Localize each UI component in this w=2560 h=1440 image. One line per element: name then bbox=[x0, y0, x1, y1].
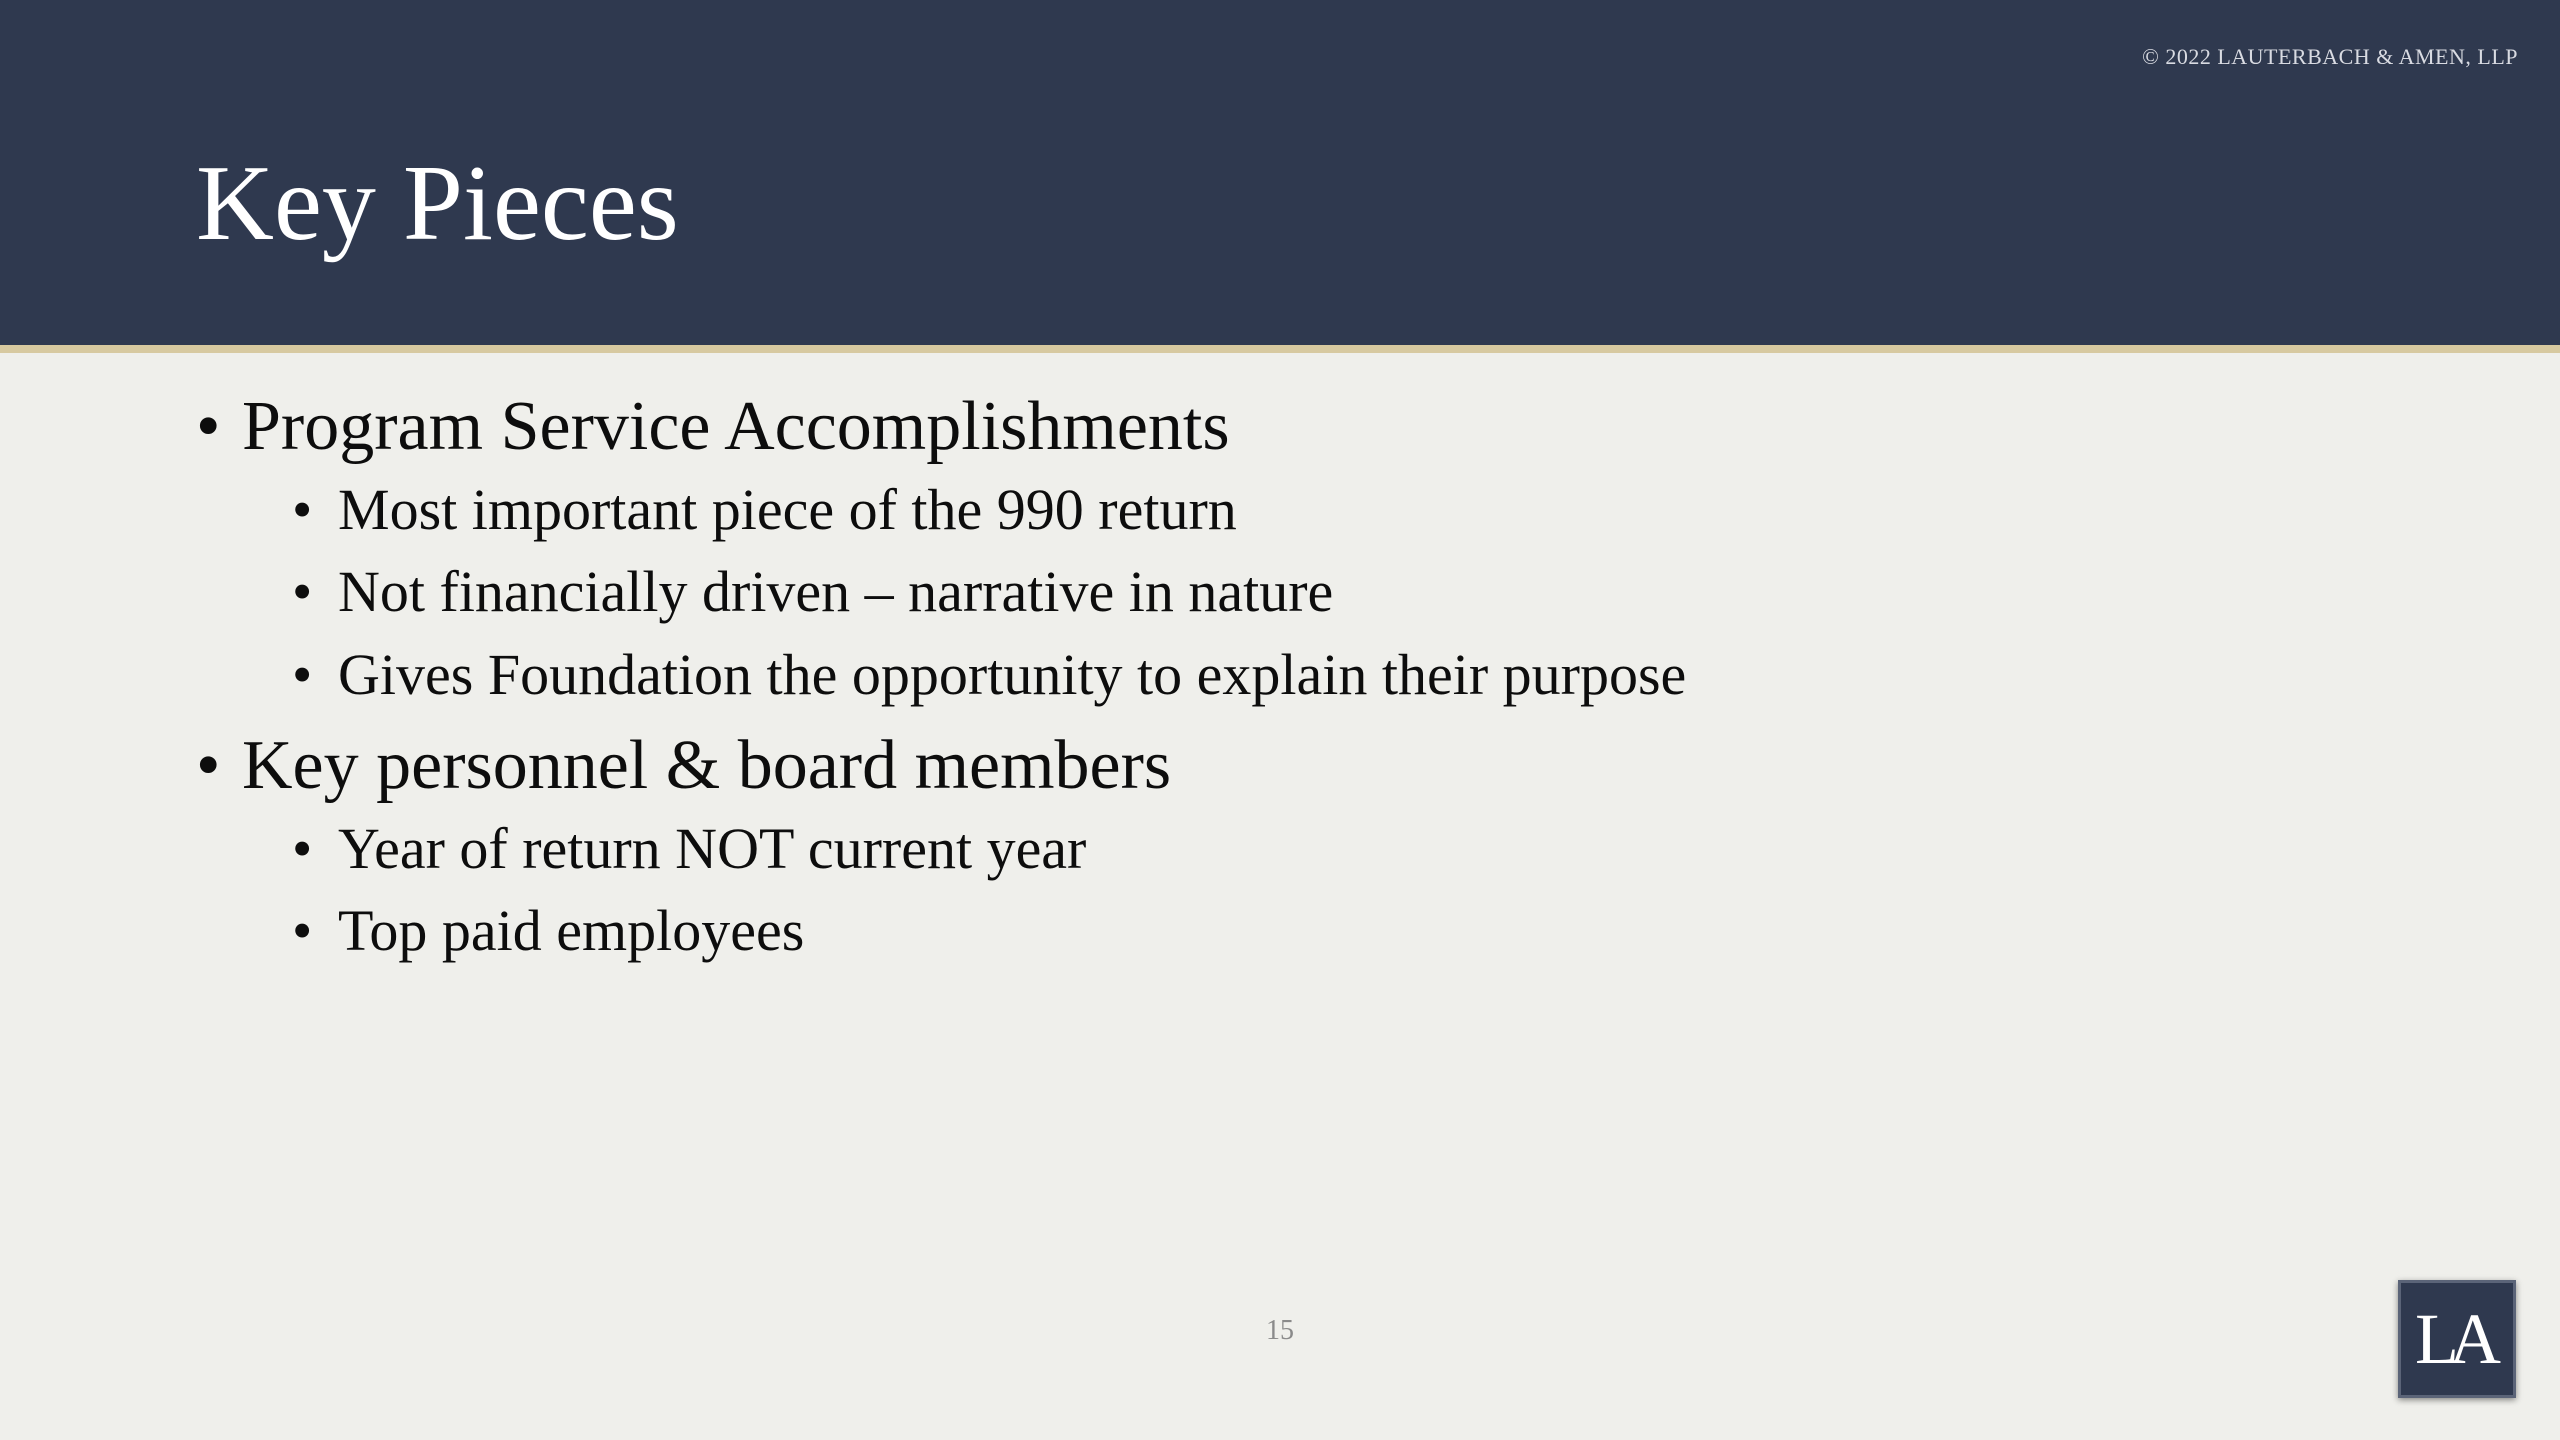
bullet-text: Not financially driven – narrative in nature bbox=[338, 559, 1334, 625]
bullet-dot-icon: • bbox=[292, 641, 313, 707]
bullet-dot-icon: • bbox=[292, 816, 313, 882]
bullet-dot-icon: • bbox=[292, 559, 313, 625]
bullet-level2-item bbox=[196, 634, 2396, 716]
bullet-level1-key-personnel bbox=[196, 724, 2396, 808]
bullet-text: Key personnel & board members bbox=[242, 727, 1172, 805]
bullet-level2-item bbox=[196, 890, 2396, 972]
bullet-level2-item bbox=[196, 808, 2396, 890]
company-logo bbox=[2398, 1280, 2516, 1398]
bullet-text: Most important piece of the 990 return bbox=[338, 477, 1237, 542]
copyright-notice: © 2022 LAUTERBACH & AMEN, LLP bbox=[2142, 44, 2518, 69]
bullet-dot-icon: • bbox=[292, 477, 313, 542]
bullet-level2-item bbox=[196, 469, 2396, 551]
section-gap bbox=[196, 716, 2396, 724]
logo-monogram: LA bbox=[2415, 1298, 2491, 1379]
header-accent-line bbox=[0, 345, 2560, 353]
bullet-text: Program Service Accomplishments bbox=[242, 388, 1230, 465]
slide-header bbox=[0, 0, 2560, 345]
slide-title: Key Pieces bbox=[196, 144, 679, 263]
bullet-level2-item bbox=[196, 551, 2396, 633]
slide-content bbox=[196, 385, 2396, 973]
bullet-text: Year of return NOT current year bbox=[338, 816, 1087, 882]
bullet-dot-icon: • bbox=[292, 898, 313, 964]
bullet-dot-icon: • bbox=[196, 388, 221, 465]
bullet-level1-program-service bbox=[196, 385, 2396, 469]
bullet-dot-icon: • bbox=[196, 727, 221, 805]
bullet-text: Gives Foundation the opportunity to explain their purpose bbox=[338, 641, 1687, 707]
page-number: 15 bbox=[1266, 1315, 1294, 1346]
bullet-text: Top paid employees bbox=[338, 898, 805, 964]
